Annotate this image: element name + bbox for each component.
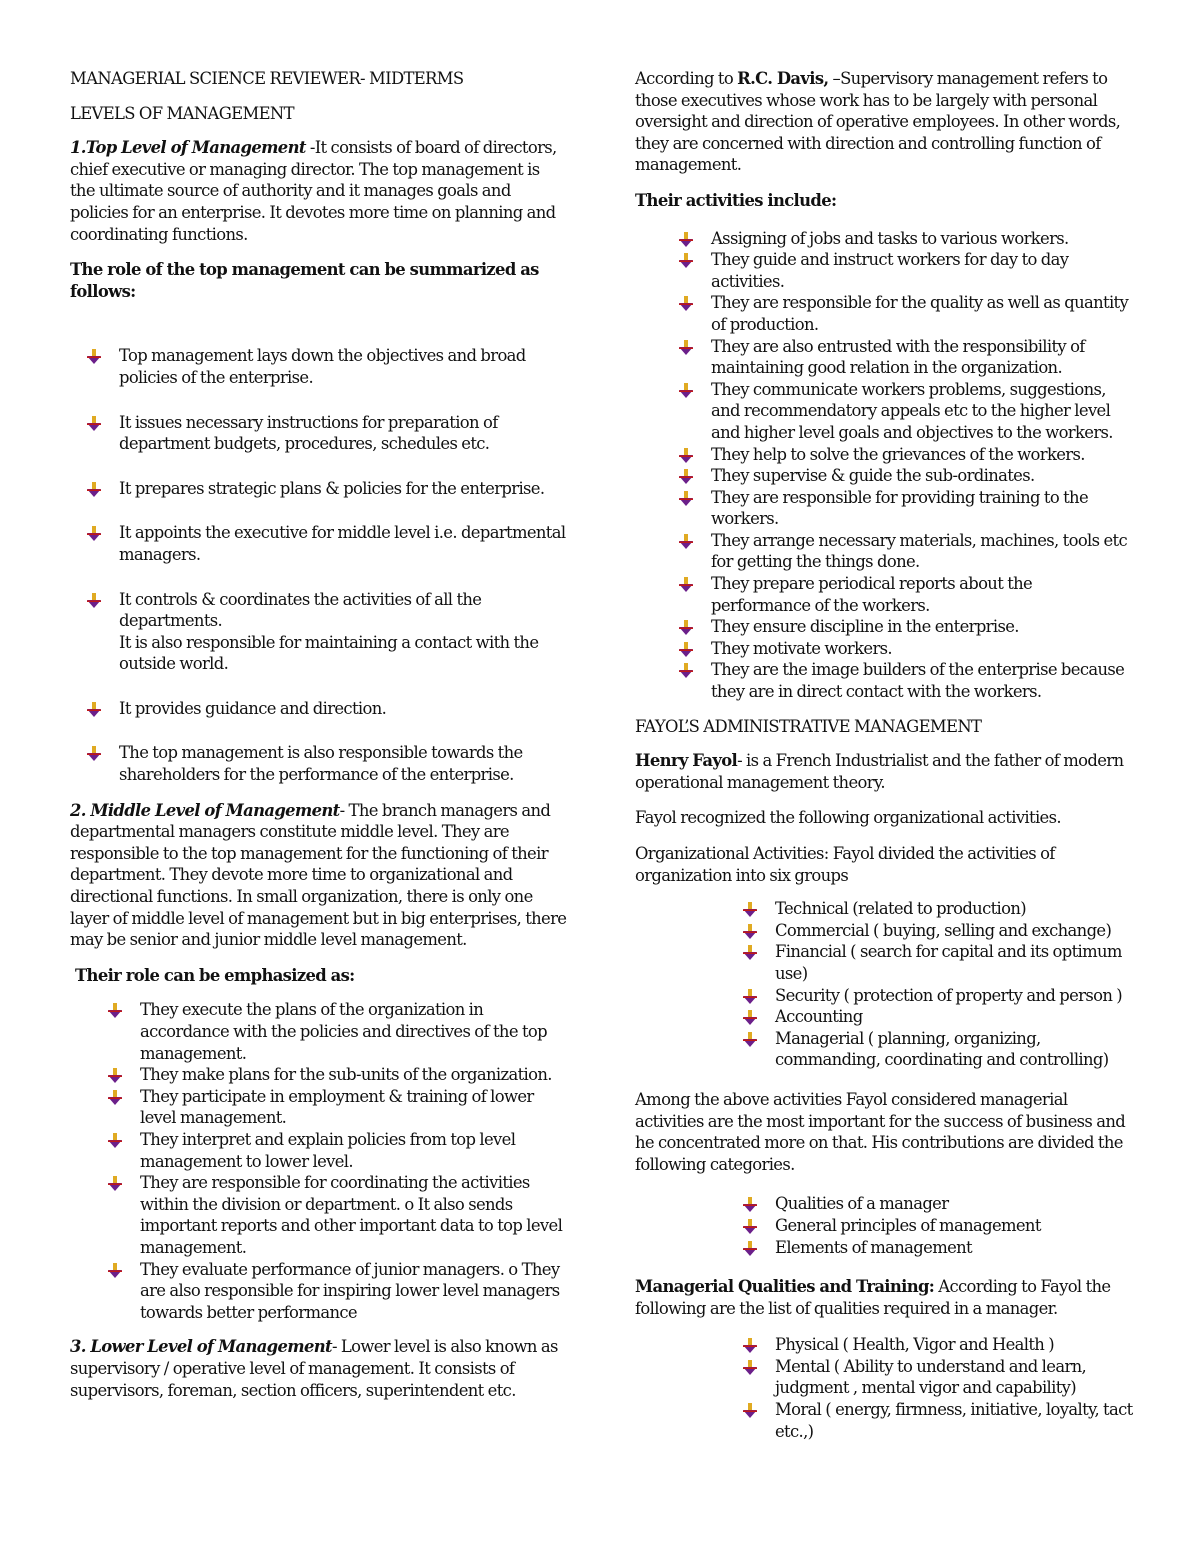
arrow-bullet-icon (679, 340, 693, 355)
six-groups-list (635, 898, 1135, 1071)
top-role-heading: The role of the top management can be summarized as follows: (70, 260, 539, 301)
list-item: Physical ( Health, Vigor and Health ) (775, 1334, 1135, 1356)
list-item: Technical (related to production) (775, 898, 1135, 920)
arrow-bullet-icon (743, 1241, 757, 1256)
list-item: They supervise & guide the sub-ordinates. (711, 465, 1135, 487)
arrow-bullet-icon (87, 416, 101, 431)
arrow-bullet-icon (679, 448, 693, 463)
lower-level-paragraph (70, 1336, 568, 1401)
arrow-bullet-icon (679, 296, 693, 311)
levels-of-management-title: LEVELS OF MANAGEMENT (70, 103, 294, 123)
list-item: They are responsible for coordinating the activities within the division or department. o It also sends important reports and other important data to top level management. (140, 1172, 568, 1258)
arrow-bullet-icon (87, 349, 101, 364)
list-item: They make plans for the sub-units of the organization. (140, 1064, 568, 1086)
arrow-bullet-icon (679, 253, 693, 268)
arrow-bullet-icon (108, 1068, 122, 1083)
top-role-list (70, 345, 568, 785)
list-item: They communicate workers problems, suggestions, and recommendatory appeals etc to the higher level and higher level goals and objectives to the workers. (711, 379, 1135, 444)
arrow-bullet-icon (108, 1090, 122, 1105)
list-item: They ensure discipline in the enterprise. (711, 616, 1135, 638)
lower-level-heading: 3. Lower Level of Management (70, 1337, 332, 1357)
list-item: They arrange necessary materials, machines, tools etc for getting the things done. (711, 530, 1135, 573)
top-level-paragraph (70, 137, 568, 245)
list-item: It provides guidance and direction. (119, 698, 568, 720)
fayol-recognized-paragraph: Fayol recognized the following organizational activities. (635, 808, 1061, 828)
top-level-heading: 1.Top Level of Management (70, 138, 306, 158)
list-item: They help to solve the grievances of the workers. (711, 444, 1135, 466)
arrow-bullet-icon (679, 469, 693, 484)
activities-list (635, 228, 1135, 703)
list-item: It prepares strategic plans & policies for the enterprise. (119, 478, 568, 500)
arrow-bullet-icon (679, 642, 693, 657)
arrow-bullet-icon (679, 577, 693, 592)
list-item: They are also entrusted with the responsibility of maintaining good relation in the organization. (711, 336, 1135, 379)
list-item: Moral ( energy, firmness, initiative, loyalty, tact etc.,) (775, 1399, 1135, 1442)
categories-list (635, 1193, 1135, 1258)
arrow-bullet-icon (743, 1032, 757, 1047)
fayol-name: Henry Fayol (635, 751, 738, 771)
arrow-bullet-icon (743, 1010, 757, 1025)
activities-heading: Their activities include: (635, 190, 837, 210)
list-item: They evaluate performance of junior managers. o They are also responsible for inspiring lower level managers towards better performance (140, 1259, 568, 1324)
arrow-bullet-icon (743, 902, 757, 917)
org-activities-paragraph: Organizational Activities: Fayol divided the activities of organization into six groups (635, 844, 1055, 885)
list-item: Assigning of jobs and tasks to various workers. (711, 228, 1135, 250)
arrow-bullet-icon (87, 482, 101, 497)
arrow-bullet-icon (743, 1219, 757, 1234)
list-item: The top management is also responsible towards the shareholders for the performance of the enterprise. (119, 742, 568, 785)
arrow-bullet-icon (108, 1133, 122, 1148)
list-item: They are responsible for providing training to the workers. (711, 487, 1135, 530)
middle-role-list (70, 999, 568, 1323)
document-title: MANAGERIAL SCIENCE REVIEWER- MIDTERMS (70, 69, 464, 88)
arrow-bullet-icon (679, 663, 693, 678)
arrow-bullet-icon (743, 989, 757, 1004)
qualities-heading: Managerial Qualities and Training: (635, 1277, 935, 1297)
fayol-intro-paragraph: Henry Fayol- is a French Industrialist and the father of modern operational management theory. (635, 751, 1124, 792)
list-item: They prepare periodical reports about the performance of the workers. (711, 573, 1135, 616)
arrow-bullet-icon (679, 620, 693, 635)
arrow-bullet-icon (108, 1263, 122, 1278)
list-item: It appoints the executive for middle level i.e. departmental managers. (119, 522, 568, 565)
list-item: Security ( protection of property and person ) (775, 985, 1135, 1007)
arrow-bullet-icon (743, 924, 757, 939)
arrow-bullet-icon (108, 1176, 122, 1191)
lower-level-text: - Lower level is also known as supervisory / operative level of management. It consists of supervisors, foreman, section officers, superintendent etc. (70, 1337, 558, 1400)
list-item: They execute the plans of the organization in accordance with the policies and directives of the top management. (140, 999, 568, 1064)
right-column (635, 68, 1135, 1455)
list-item: They guide and instruct workers for day to day activities. (711, 249, 1135, 292)
list-item: They are responsible for the quality as well as quantity of production. (711, 292, 1135, 335)
left-column (70, 68, 568, 1415)
arrow-bullet-icon (679, 232, 693, 247)
list-item: Qualities of a manager (775, 1193, 1135, 1215)
list-item: They are the image builders of the enterprise because they are in direct contact with the workers. (711, 659, 1135, 702)
middle-level-paragraph (70, 800, 568, 951)
arrow-bullet-icon (87, 746, 101, 761)
list-item: They motivate workers. (711, 638, 1135, 660)
list-item: It controls & coordinates the activities of all the departments. It is also responsible for maintaining a contact with the outside world. (119, 589, 568, 675)
arrow-bullet-icon (743, 1338, 757, 1353)
list-item: Elements of management (775, 1237, 1135, 1259)
list-item: General principles of management (775, 1215, 1135, 1237)
middle-level-text: - The branch managers and departmental managers constitute middle level. They are responsible to the top management for the functioning of their department. They devote more time to organizational and directional functions. In small organization, there is only one layer of middle level of management but in big enterprises, there may be senior and junior middle level management. (70, 800, 567, 950)
arrow-bullet-icon (87, 526, 101, 541)
top-level-text: -It consists of board of directors, chief executive or managing director. The top management is the ultimate source of authority and it manages goals and policies for an enterprise. It devotes more time on planning and coordinating functions. (70, 138, 557, 244)
list-item: They participate in employment & training of lower level management. (140, 1086, 568, 1129)
list-item: Commercial ( buying, selling and exchange) (775, 920, 1135, 942)
arrow-bullet-icon (743, 945, 757, 960)
middle-level-heading: 2. Middle Level of Management (70, 800, 340, 820)
among-activities-paragraph: Among the above activities Fayol considered managerial activities are the most important for the success of business and he concentrated more on that. His contributions are divided the following categories. (635, 1089, 1126, 1174)
davis-paragraph: According to R.C. Davis, –Supervisory management refers to those executives whose work has to be largely with personal oversight and direction of operative employees. In other words, they are concerned with direction and controlling function of management. (635, 69, 1121, 175)
list-item: Top management lays down the objectives and broad policies of the enterprise. (119, 345, 568, 388)
arrow-bullet-icon (743, 1197, 757, 1212)
arrow-bullet-icon (679, 491, 693, 506)
list-item: Managerial ( planning, organizing, commanding, coordinating and controlling) (775, 1028, 1135, 1071)
middle-role-heading: Their role can be emphasized as: (75, 965, 355, 985)
davis-name: R.C. Davis, (737, 69, 829, 88)
list-item: Financial ( search for capital and its optimum use) (775, 941, 1135, 984)
qualities-paragraph: Managerial Qualities and Training: According to Fayol the following are the list of qualities required in a manager. (635, 1277, 1111, 1318)
fayol-section-title: FAYOL’S ADMINISTRATIVE MANAGEMENT (635, 716, 982, 736)
arrow-bullet-icon (679, 383, 693, 398)
arrow-bullet-icon (743, 1360, 757, 1375)
arrow-bullet-icon (87, 702, 101, 717)
arrow-bullet-icon (743, 1403, 757, 1418)
list-item: It issues necessary instructions for preparation of department budgets, procedures, schedules etc. (119, 412, 568, 455)
list-item: They interpret and explain policies from top level management to lower level. (140, 1129, 568, 1172)
arrow-bullet-icon (108, 1003, 122, 1018)
arrow-bullet-icon (87, 593, 101, 608)
list-item: Accounting (775, 1006, 1135, 1028)
arrow-bullet-icon (679, 534, 693, 549)
list-item: Mental ( Ability to understand and learn, judgment , mental vigor and capability) (775, 1356, 1135, 1399)
qualities-list (635, 1334, 1135, 1442)
